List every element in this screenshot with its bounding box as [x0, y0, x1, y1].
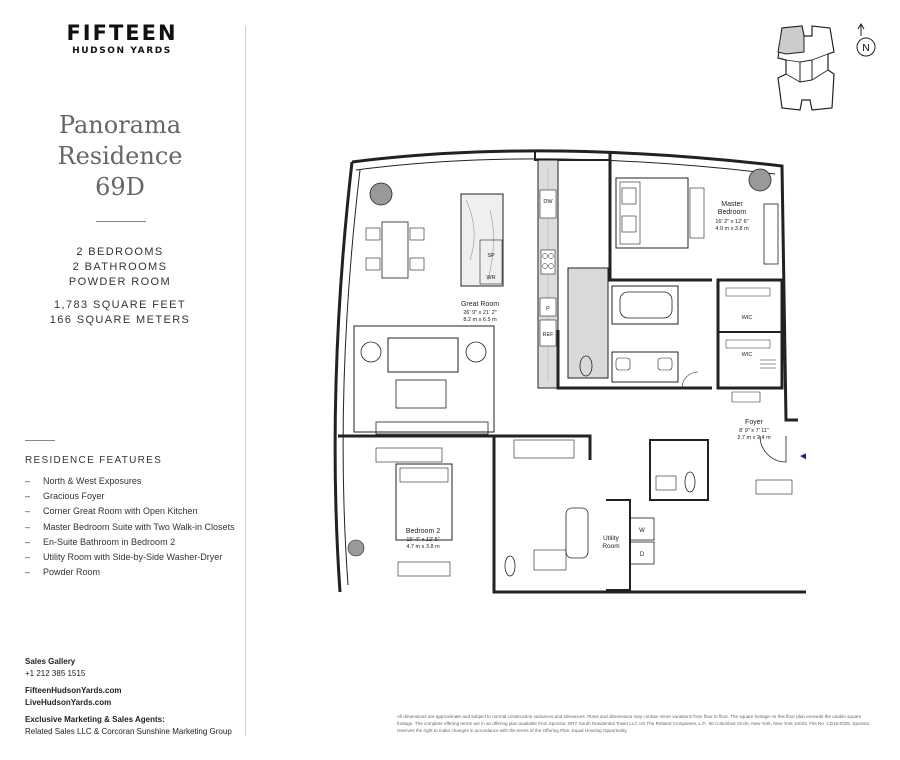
- dryer-label: D: [639, 552, 645, 558]
- svg-text:8.2 m x 6.5 m: 8.2 m x 6.5 m: [463, 317, 497, 323]
- brand-logo: [62, 22, 182, 56]
- feature-item: – En-Suite Bathroom in Bedroom 2: [25, 536, 176, 547]
- master-bedroom-label: [715, 201, 749, 232]
- features-heading: RESIDENCE FEATURES: [25, 455, 163, 466]
- svg-text:Great Room: Great Room: [460, 301, 500, 308]
- svg-text:16' 2" x 12' 6": 16' 2" x 12' 6": [715, 219, 749, 225]
- floor-plan: [320, 130, 806, 596]
- svg-text:4.9 m x 3.8 m: 4.9 m x 3.8 m: [715, 226, 749, 232]
- features-list: [25, 474, 235, 580]
- entry-arrow-icon: [800, 450, 806, 464]
- utility-room-label: [602, 535, 619, 550]
- svg-text:15' 4" x 12' 5": 15' 4" x 12' 5": [406, 537, 440, 543]
- sink-label: SP: [487, 253, 495, 259]
- dishwasher-label: DW: [543, 199, 553, 205]
- walk-in-closet-1-label: WIC: [741, 315, 753, 321]
- title-line-1: Panorama: [58, 111, 182, 139]
- agents-names: Related Sales LLC & Corcoran Sunshine Marketing Group: [25, 726, 232, 736]
- svg-text:Foyer: Foyer: [745, 419, 763, 426]
- spec-powder-room: POWDER ROOM: [68, 276, 172, 288]
- area-square-feet: 1,783 SQUARE FEET: [53, 299, 186, 311]
- info-panel: [0, 0, 245, 760]
- column-divider: [245, 26, 246, 736]
- feature-item: – Master Bedroom Suite with Two Walk-in Closets: [25, 521, 235, 532]
- svg-text:8' 9" x 7' 11": 8' 9" x 7' 11": [739, 428, 769, 434]
- refrigerator-label: REF: [542, 332, 554, 338]
- feature-item: – Utility Room with Side-by-Side Washer-Dryer: [25, 552, 223, 563]
- wine-refrigerator-label: WR: [486, 275, 496, 281]
- residence-title: [20, 110, 220, 203]
- svg-text:Room: Room: [602, 543, 620, 550]
- pantry-label: P: [546, 306, 550, 312]
- title-line-2: Residence: [57, 142, 183, 170]
- washer-label: W: [639, 528, 645, 534]
- compass-label: N: [862, 43, 870, 54]
- feature-item: – Powder Room: [25, 567, 101, 578]
- brand-name: FIFTEEN: [66, 21, 178, 45]
- spec-bathrooms: 2 BATHROOMS: [72, 261, 168, 273]
- brand-subtitle: HUDSON YARDS: [72, 46, 172, 56]
- svg-text:Master: Master: [721, 201, 743, 208]
- north-compass-icon: [848, 22, 880, 64]
- area-square-meters: 166 SQUARE METERS: [49, 314, 191, 326]
- title-line-3: 69D: [95, 173, 145, 201]
- agents-label: Exclusive Marketing & Sales Agents:: [25, 715, 165, 724]
- feature-item: – North & West Exposures: [25, 476, 142, 486]
- feature-item: – Corner Great Room with Open Kitchen: [25, 506, 198, 517]
- legal-disclaimer: All dimensions are approximate and subject to normal construction variances and tolerances. Plans and dimensions may contain minor variations from floor to floor. The square footage on this floor plan exceeds the usable square footage. The complete offering terms are in an offering plan available from Sponsor. ERY South Residential Tower LLC c/o The Related Companies, L.P., 60 Columbus Circle, New York, New York 10023. File No. CD15-0325. Sponsor reserves the right to make changes in accordance with the terms of the Offering Plan. Equal Housing Opportunity.: [397, 714, 870, 733]
- great-room-label: [461, 301, 499, 323]
- foyer-label: [737, 419, 771, 441]
- bedroom-2-label: [406, 528, 440, 550]
- website-link-1[interactable]: FifteenHudsonYards.com: [25, 686, 122, 695]
- sales-phone[interactable]: +1 212 385 1515: [25, 668, 86, 678]
- svg-text:Bedroom: Bedroom: [717, 209, 747, 216]
- svg-text:4.7 m x 3.8 m: 4.7 m x 3.8 m: [406, 544, 440, 550]
- walk-in-closet-2-label: WIC: [741, 352, 753, 358]
- unit-highlight: [778, 26, 804, 54]
- sales-gallery-label: Sales Gallery: [25, 657, 76, 666]
- feature-item: – Gracious Foyer: [25, 491, 105, 502]
- svg-text:Utility: Utility: [603, 535, 619, 542]
- svg-text:26' 9" x 21' 2": 26' 9" x 21' 2": [463, 310, 497, 316]
- svg-text:Bedroom 2: Bedroom 2: [405, 528, 441, 535]
- contact-info: [25, 656, 232, 737]
- svg-text:2.7 m x 2.4 m: 2.7 m x 2.4 m: [737, 435, 771, 441]
- spec-bedrooms: 2 BEDROOMS: [76, 246, 164, 258]
- title-divider: [96, 221, 146, 222]
- building-key-plan: [772, 22, 838, 116]
- features-divider: [25, 440, 55, 441]
- residence-specs: [20, 245, 220, 328]
- website-link-2[interactable]: LiveHudsonYards.com: [25, 697, 112, 707]
